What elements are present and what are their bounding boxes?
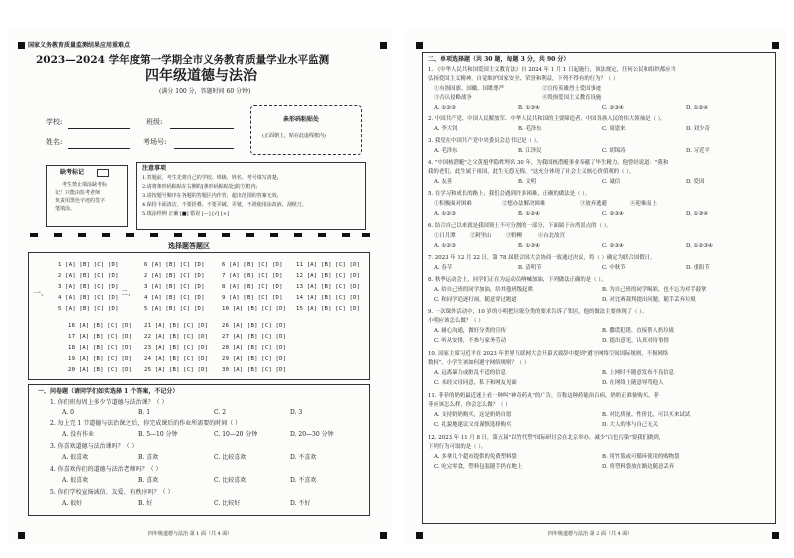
question-text: 8. 秋季运动会上，同学们正在为运动员呐喊加油，下列做法正确的是（ ）。	[428, 277, 607, 283]
section-label: 二、	[121, 289, 135, 297]
bubble-group[interactable]: 4 [A] [B] [C] [D]	[144, 295, 205, 301]
corner-mark	[772, 532, 779, 539]
exam-subtitle: (满分 100 分，答题时间 60 分钟)	[159, 88, 251, 95]
class-field[interactable]	[170, 128, 234, 129]
option[interactable]: C. 2	[214, 409, 227, 416]
option[interactable]: A. 毛泽东	[434, 148, 458, 154]
barcode-box	[250, 105, 362, 155]
corner-mark	[416, 532, 423, 539]
option[interactable]: A. 友善	[434, 179, 453, 185]
option[interactable]: B. 上网时不随意发布不良信息	[602, 370, 675, 376]
bubble-group[interactable]: 30 [A] [B] [C] [D]	[222, 367, 287, 373]
option[interactable]: A. ①②③	[434, 105, 456, 111]
question-text: 数权"。小学生该如何遵守网络规则？（ ）	[428, 360, 530, 366]
survey-title: 一、问卷题（请同学们如实选择 1 个答案，不记分）	[38, 388, 179, 395]
bubble-group[interactable]: 26 [A] [B] [C] [D]	[222, 323, 287, 329]
absent-box	[46, 165, 128, 227]
question-text: 5. 在学习和成长的路上，我们会遇到许多困难，正确的做法是（ ）。	[428, 191, 591, 197]
question-text: 7. 2023 年 12 月 22 日，第 78 届联合国大会协商一致通过决议，将（ ）确定为联合国假日。	[428, 255, 656, 261]
option[interactable]: C. 比较好	[214, 500, 241, 507]
option[interactable]: B. 对比质量、性价比，可以买来试试	[602, 412, 691, 418]
notice-item: 2.请将条形码粘贴在右侧的[条形码粘贴处]的方框内;	[142, 184, 258, 190]
bubble-group[interactable]: 1 [A] [B] [C] [D]	[58, 262, 119, 268]
option[interactable]: B. 好	[138, 500, 153, 507]
question-text: 2. 中国共产党、中国人民解放军、中华人民共和国的主要缔造者，中国各族人民的伟大领袖是（ ）。	[428, 116, 666, 122]
option[interactable]: A. 李大钊	[434, 126, 458, 132]
option[interactable]: C. 中秋节	[602, 265, 626, 271]
watermark-text: 国家义务教育质量监测结果应用重难点	[28, 42, 131, 49]
bubble-group[interactable]: 18 [A] [B] [C] [D]	[68, 345, 133, 351]
option[interactable]: B. 用竹篮或可循环使用的购物袋	[602, 454, 680, 460]
option[interactable]: A. 支持奶奶购买，这是奶奶自愿	[434, 412, 512, 418]
barcode-note: (正面朝上，贴在此虚线框内)	[262, 133, 326, 139]
bubble-group[interactable]: 17 [A] [B] [C] [D]	[68, 334, 133, 340]
statement: ②宣传英雄烈士爱国事迹	[542, 86, 602, 92]
statement: ③野柳	[506, 233, 523, 239]
bubble-group[interactable]: 2 [A] [B] [C] [D]	[58, 273, 119, 279]
option[interactable]: C. 比较喜欢	[214, 454, 247, 461]
option[interactable]: D. ①③④	[686, 211, 709, 217]
option[interactable]: A. 耐心沟通，做好分类的宣传	[434, 328, 507, 334]
bubble-group[interactable]: 16 [A] [B] [C] [D]	[68, 323, 133, 329]
option[interactable]: C. 比较喜欢	[214, 477, 247, 484]
bubble-group[interactable]: 6 [A] [B] [C] [D]	[144, 262, 205, 268]
corner-mark	[18, 532, 25, 539]
option[interactable]: C. 礼貌地建议父母谨慎选择购买	[434, 422, 512, 428]
bubble-group[interactable]: 5 [A] [B] [C] [D]	[144, 306, 205, 312]
bubble-group[interactable]: 19 [A] [B] [C] [D]	[68, 356, 133, 362]
notice-item: 1.答题前，考生先将自己的学校、班级、姓名、考号填写清楚;	[142, 175, 279, 181]
corner-mark	[416, 42, 423, 49]
statement: ②阿里山	[470, 233, 492, 239]
option[interactable]: D. 将塑料袋放在路边随意丢弃	[602, 464, 675, 470]
option[interactable]: A. 很喜欢	[62, 477, 89, 484]
option[interactable]: D. 3	[290, 409, 303, 416]
option[interactable]: B. 江泽民	[518, 148, 542, 154]
school-label: 学校:	[46, 118, 63, 126]
option[interactable]: A. 0	[62, 409, 74, 416]
corner-mark	[380, 532, 387, 539]
option[interactable]: A. ①②③	[434, 243, 456, 249]
option[interactable]: D. 对比赛裁判提出问题，随手丢弃垃圾	[602, 297, 696, 303]
notice-title: 注意事项	[142, 165, 167, 172]
option[interactable]: D. 重阳节	[686, 265, 710, 271]
question-text: 3. 我党在中国共产党中央委员会总书记是（ ）。	[428, 138, 542, 144]
statement: ①日月潭	[434, 233, 456, 239]
statement: ①有损国旗、国徽、国歌尊严	[434, 86, 505, 92]
bubble-group[interactable]: 22 [A] [B] [C] [D]	[144, 334, 209, 340]
option[interactable]: C. 吃完零食，塑料包装随手扔在地上	[434, 464, 523, 470]
notice-item: 4.保持卡面清洁，不要折叠、不要弄破、弄皱，不准使用涂改液、刮纸刀。	[142, 202, 307, 208]
corner-mark	[380, 42, 387, 49]
option[interactable]: C. ②③④	[602, 105, 624, 111]
bubble-group[interactable]: 28 [A] [B] [C] [D]	[222, 345, 287, 351]
option[interactable]: D. 提出意见，认真对待事情	[602, 338, 669, 344]
option[interactable]: D. 不喜欢	[290, 454, 317, 461]
bubble-group[interactable]: 2 [A] [B] [C] [D]	[144, 273, 205, 279]
option[interactable]: D. 不喜欢	[290, 477, 317, 484]
page-footer: 四年级道德与法治 第 1 面（共 4 面）	[148, 531, 233, 537]
question-text: 1. 《中华人民共和国爱国主义教育法》自 2024 年 1 月 1 日起施行，该法规定，任何公民和组织都应当	[428, 67, 676, 73]
exam-no-field[interactable]	[174, 148, 234, 149]
option[interactable]: D. ①②③④	[686, 243, 713, 249]
class-label: 班级:	[146, 118, 163, 126]
absent-text: 笔填涂。	[55, 206, 76, 212]
question-text: 9. 一次课外活动中，10 岁的小明把垃圾分类的要求告诉了邻居，他的做法主要体现了（ ）。	[428, 309, 648, 315]
bubble-group[interactable]: 12 [A] [B] [C] [D]	[296, 273, 361, 279]
statement: ③否认侵略战争	[434, 95, 472, 101]
option[interactable]: B. 撒谎犯错，直接帮人扔垃圾	[602, 328, 675, 334]
option[interactable]: B. 1	[138, 409, 151, 416]
option[interactable]: A. 没有作业	[62, 431, 95, 438]
bubble-group[interactable]: 29 [A] [B] [C] [D]	[222, 356, 287, 362]
bubble-group[interactable]: 8 [A] [B] [C] [D]	[222, 284, 283, 290]
absent-text: 记！只能由监考老师	[55, 190, 101, 196]
bubble-group[interactable]: 13 [A] [B] [C] [D]	[296, 284, 361, 290]
bubble-group[interactable]: 14 [A] [B] [C] [D]	[296, 295, 361, 301]
bubble-group[interactable]: 25 [A] [B] [C] [D]	[144, 367, 209, 373]
barcode-title: 条形码粘贴处	[283, 116, 320, 123]
option[interactable]: B. 毛泽东	[518, 126, 542, 132]
option[interactable]: C. ②③④	[602, 243, 624, 249]
option[interactable]: B. 清明节	[518, 265, 542, 271]
question-text: 1. 你们班每周上多少节道德与法治课？（ ）	[50, 399, 168, 406]
option[interactable]: C. 周恩来	[602, 126, 626, 132]
question-text: 5. 你们学校宣扬诚信、友爱、有秩序吗？（ ）	[50, 489, 174, 496]
question-text: 12. 2023 年 11 月 8 日，第五届"以竹代塑"国际研讨会在北京举办，减少"白色污染"要我们做到，	[428, 435, 665, 441]
bubble-group[interactable]: 11 [A] [B] [C] [D]	[296, 262, 361, 268]
question-text: 下列行为可取的是（ ）。	[428, 444, 487, 450]
absent-text: 负责用黑色字迹的签字	[55, 198, 106, 204]
option[interactable]: C. 听从安排，不参与家务劳动	[434, 338, 507, 344]
bubble-group[interactable]: 24 [A] [B] [C] [D]	[144, 356, 209, 362]
notice-item: 5.填涂样例 正确 [■] 错误 [—] [√] [×]	[142, 211, 230, 217]
option[interactable]: B. 喜欢	[138, 454, 159, 461]
option[interactable]: D. 刘少奇	[686, 126, 710, 132]
question-text: 弘扬爱国主义精神，自觉维护国家安全、荣誉和利益，下列不得有的行为？（ ）	[428, 76, 619, 82]
option[interactable]: C. 未经父母同意，私下和网友见面	[434, 380, 517, 386]
page-footer: 四年级道德与法治 第 2 面（共 4 面）	[548, 531, 633, 537]
bubble-group[interactable]: 3 [A] [B] [C] [D]	[58, 284, 119, 290]
option[interactable]: D. ①②④	[686, 105, 709, 111]
option[interactable]: B. 为自己班的同学喝彩，也不忘为对手鼓掌	[602, 287, 707, 293]
name-field[interactable]	[68, 148, 130, 149]
notice-item: 3.请按题号顺序在各题的答题区内作答，超出范围的答案无效;	[142, 193, 279, 199]
option[interactable]: C. 10—20 分钟	[214, 431, 258, 438]
question-text: 6. 结合自己以来就是我国领土不可分割的一部分，下面属于台湾景点的（ ）。	[428, 223, 612, 229]
question-text: 我的老们，此生属于祖国，此生无怨无悔。"这充分体现了社会主义核心价值观的（ ）。	[428, 169, 635, 175]
option[interactable]: A. 远离暴力或脏乱不适的信息	[434, 370, 507, 376]
absent-checkbox[interactable]	[97, 169, 109, 177]
option[interactable]: D. 不好	[290, 500, 311, 507]
subject-title: 四年级道德与法治	[145, 68, 257, 84]
option[interactable]: D. 习近平	[686, 148, 710, 154]
statement: ③放弃逃避	[580, 201, 607, 207]
bubble-group[interactable]: 23 [A] [B] [C] [D]	[144, 345, 209, 351]
option[interactable]: A. 多拿几个超市提供的免费塑料袋	[434, 454, 517, 460]
statement: ④台北故宫	[538, 233, 565, 239]
question-text: 10. 国家主席习近平在 2023 年世界互联网大会开幕式致辞中提到"遵守网络空间国际规则，不损网络	[428, 351, 669, 357]
question-text: 小明应该怎么做？（ ）	[428, 318, 484, 324]
bubble-group[interactable]: 6 [A] [B] [C] [D]	[222, 262, 283, 268]
question-text: 2. 每上完 1 节道德与法治课之后，你完成课后的作业所需要的时间（ ）	[50, 420, 242, 427]
question-text: 3. 你喜欢道德与法治课吗？（ ）	[50, 443, 138, 450]
question-text: 4. "中国核潜艇"之父黄旭华隐姓埋名 30 年，为我国核潜艇事业奉献了毕生精力。他曾经说道："我和	[428, 160, 669, 166]
option[interactable]: C. ②③④	[602, 211, 624, 217]
option[interactable]: D. 在网络上随意辱骂他人	[602, 380, 664, 386]
option[interactable]: A. ①②③	[434, 211, 456, 217]
option[interactable]: C. 胡锦涛	[602, 148, 626, 154]
option[interactable]: D. 大人的事与自己无关	[602, 422, 659, 428]
option[interactable]: B. 5—10 分钟	[138, 431, 178, 438]
bubble-group[interactable]: 5 [A] [B] [C] [D]	[58, 306, 119, 312]
statement: ②想办法解决困难	[502, 201, 546, 207]
option[interactable]: A. 很喜欢	[62, 454, 89, 461]
option[interactable]: B. ①③④	[518, 243, 540, 249]
option[interactable]: A. 春节	[434, 265, 453, 271]
section-label: 一、	[34, 289, 48, 297]
option[interactable]: A. 给自己班的同学加油，给其他班级起哄	[434, 287, 533, 293]
option[interactable]: D. 爱国	[686, 179, 705, 185]
name-label: 姓名:	[46, 138, 63, 146]
school-field[interactable]	[68, 128, 130, 129]
bubble-group[interactable]: 7 [A] [B] [C] [D]	[222, 273, 283, 279]
corner-mark	[18, 42, 25, 49]
bubble-group[interactable]: 20 [A] [B] [C] [D]	[68, 367, 133, 373]
question-text: 4. 你喜欢你们的道德与法治老师吗？（ ）	[50, 466, 162, 473]
statement: ④迎难而上	[630, 201, 657, 207]
bubble-group[interactable]: 3 [A] [B] [C] [D]	[144, 284, 205, 290]
option[interactable]: C. 诚信	[602, 179, 621, 185]
corner-mark	[772, 42, 779, 49]
option[interactable]: B. ①③④	[518, 105, 540, 111]
option[interactable]: B. 喜欢	[138, 477, 159, 484]
choice-area-title: 选择题答题区	[168, 241, 210, 250]
question-text: 11. 菲菲的奶奶最近迷上看一种叫"神奇药丸"的广告，宣称这种药能治百病，奶奶正准备购买，菲	[428, 393, 659, 399]
section-title: 二、单项选择题（共 30 题，每题 3 分，共 90 分）	[428, 56, 570, 63]
bubble-group[interactable]: 9 [A] [B] [C] [D]	[222, 295, 283, 301]
option[interactable]: A. 很好	[62, 500, 83, 507]
timing-marks	[30, 233, 370, 237]
bubble-group[interactable]: 15 [A] [B] [C] [D]	[296, 306, 361, 312]
exam-no-label: 考场号:	[143, 138, 167, 146]
option[interactable]: D. 20—30 分钟	[290, 431, 334, 438]
bubble-group[interactable]: 27 [A] [B] [C] [D]	[222, 334, 287, 340]
statement: ①积极面对困难	[434, 201, 472, 207]
bubble-group[interactable]: 21 [A] [B] [C] [D]	[144, 323, 209, 329]
bubble-group[interactable]: 10 [A] [B] [C] [D]	[222, 306, 287, 312]
absent-title: 缺考标记	[60, 169, 85, 176]
option[interactable]: C. 和同学追逐打闹，随意穿过跑道	[434, 297, 517, 303]
statement: ④毁损爱国主义教育设施	[542, 95, 602, 101]
bubble-group[interactable]: 4 [A] [B] [C] [D]	[58, 295, 119, 301]
absent-text: 考生禁止填涂缺考标	[62, 182, 108, 188]
option[interactable]: B. 文明	[518, 179, 537, 185]
question-text: 菲应该怎么样，你会怎么做？（ ）	[428, 402, 511, 408]
exam-title: 2023—2024 学年度第一学期全市义务教育质量学业水平监测	[36, 54, 330, 66]
option[interactable]: B. ①②④	[518, 211, 540, 217]
